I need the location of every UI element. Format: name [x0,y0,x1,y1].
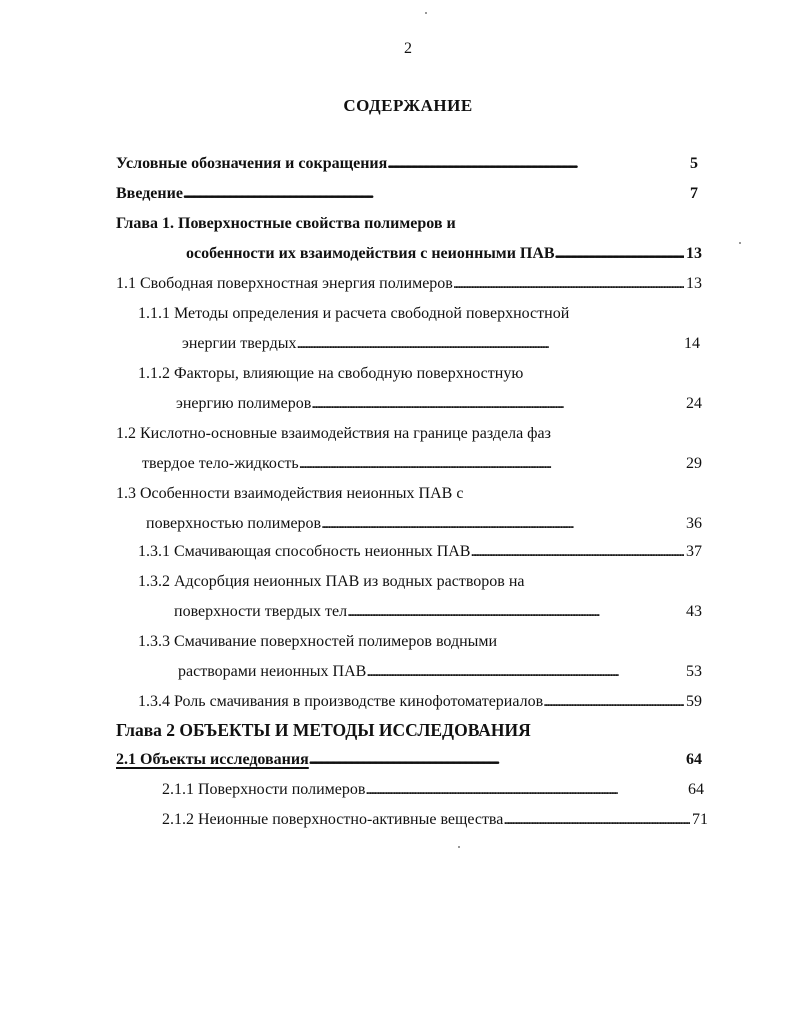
toc-entry-page: 64 [686,751,702,768]
toc-entry-page: 29 [686,455,702,472]
toc-entry [162,808,708,832]
toc-entry-page: 43 [686,603,702,620]
toc-entry [116,748,702,772]
toc-entry-page: 59 [686,693,702,710]
toc-entry [116,422,702,446]
toc-entry-text: 1.3.3 Смачивание поверхностей полимеров водными [138,633,498,650]
toc-entry-page: 64 [688,781,704,798]
toc-entry [138,690,702,714]
toc-entry-text: энергии твердых [182,335,297,352]
toc-entry-text: 2.1 Объекты исследования [116,751,309,768]
toc-entry-page: 71 [692,811,708,828]
toc-entry [174,600,702,624]
toc-entry-page: 7 [690,185,698,202]
toc-entry-page: 24 [686,395,702,412]
toc-entry [146,512,702,536]
toc-entry-text: особенности их взаимодействия с неионными ПАВ [186,245,555,262]
toc-entry-text: поверхностью полимеров [146,515,322,532]
toc-entry [116,152,698,176]
toc-entry-text: 1.3.1 Смачивающая способность неионных ПАВ [138,543,471,560]
toc-entry-text: 1.1.2 Факторы, влияющие на свободную поверхностную [138,365,524,382]
toc-entry-page: 53 [686,663,702,680]
toc-title: СОДЕРЖАНИЕ [343,96,473,115]
toc-entry [116,212,698,236]
toc-entry-page: 37 [686,543,702,560]
toc-entry [178,660,702,684]
toc-entry [116,718,702,742]
toc-entry-text: твердое тело-жидкость [142,455,299,472]
toc-entry-text: растворами неионных ПАВ [178,663,367,680]
toc-entry [116,482,702,506]
page-number: 2 [404,40,412,57]
scan-speck [739,242,741,244]
toc-entry [138,540,702,564]
scan-speck [458,846,460,848]
toc-entry-text: поверхности твердых тел [174,603,348,620]
toc-entry [138,570,702,594]
toc-entry-text: энергию полимеров [176,395,312,412]
toc-entry [116,272,702,296]
toc-entry-text: Введение [116,185,183,202]
toc-entry [182,332,700,356]
toc-entry-page: 14 [684,335,700,352]
toc-entry [138,362,702,386]
toc-entry [176,392,702,416]
toc-entry [138,630,702,654]
toc-entry-text: 1.3 Особенности взаимодействия неионных ПАВ с [116,485,464,502]
toc-entry-text: Глава 2 ОБЪЕКТЫ И МЕТОДЫ ИССЛЕДОВАНИЯ [116,720,531,740]
toc-entry-text: 1.2 Кислотно-основные взаимодействия на границе раздела фаз [116,425,551,442]
toc-entry-text: 1.1.1 Методы определения и расчета свободной поверхностной [138,305,570,322]
toc-entry [116,182,698,206]
toc-entry [142,452,702,476]
toc-entry-page: 13 [686,275,702,292]
toc-entry-page: 13 [686,245,702,262]
toc-entry-text: 2.1.2 Неионные поверхностно-активные вещества [162,811,504,828]
toc-entry-text: Глава 1. Поверхностные свойства полимеров и [116,215,456,232]
toc-entry [162,778,704,802]
toc-entry-text: 1.3.2 Адсорбция неионных ПАВ из водных растворов на [138,573,525,590]
toc-entry [186,242,702,266]
toc-entry-text: 1.1 Свободная поверхностная энергия полимеров [116,275,453,292]
scan-speck [425,12,427,14]
toc-entry-text: 1.3.4 Роль смачивания в производстве кинофотоматериалов [138,693,544,710]
toc-entry-page: 36 [686,515,702,532]
toc-entry [138,302,702,326]
toc-entry-text: 2.1.1 Поверхности полимеров [162,781,366,798]
toc-entry-text: Условные обозначения и сокращения [116,155,388,172]
toc-entry-page: 5 [690,155,698,172]
